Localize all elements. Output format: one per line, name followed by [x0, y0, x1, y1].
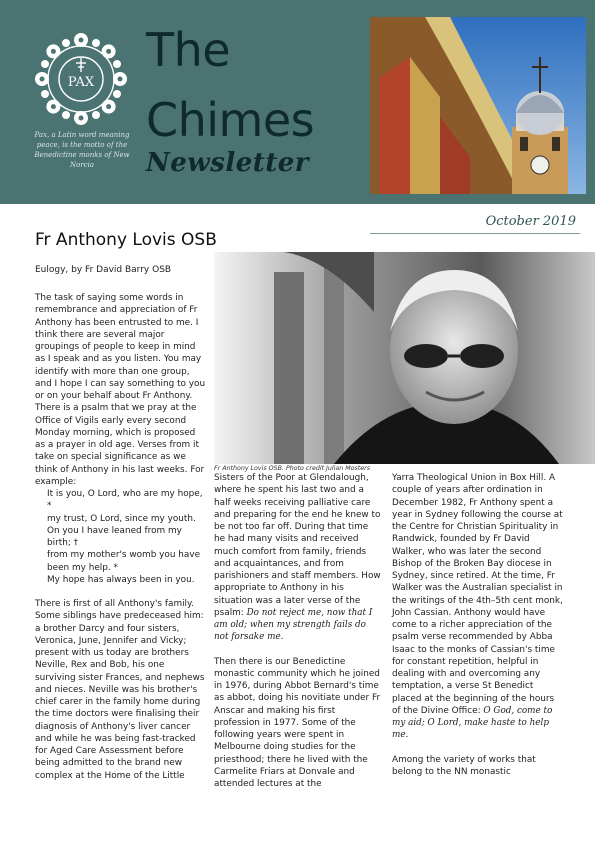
- psalm-quote-inline: Do not reject me, now that I am old; when my strength fails do not forsake me.: [214, 607, 373, 643]
- paragraph-text: Sisters of the Poor at Glendalough, where he spent his last two and a half weeks receiving palliative care and preparing for the end he knew to be not too far off. During that time he had many visits and received much comfort from family, friends and acquaintances, and from parishioners and staff members. How appropriate to Anthony in his situation was a later verse of the psalm:: [214, 473, 381, 618]
- prayer-quote-inline: O God, come to my aid; O Lord, make haste to help me.: [392, 705, 553, 741]
- psalm-line: It is you, O Lord, who are my hope, *: [47, 489, 203, 512]
- masthead-title-newsletter: Newsletter: [146, 148, 310, 178]
- portrait-photo: [214, 252, 595, 464]
- paragraph: Then there is our Benedictine monastic community which he joined in 1976, during Abbot Bernard's time as abbot, doing his novitiate under Fr Anscar and making his first profession in 1977. Some of the following years were spent in Melbourne doing studies for the priesthood; there he lived with the Carmelite Friars at Donvale and attended lectures at the: [214, 656, 381, 789]
- article-column-3: [392, 472, 564, 790]
- pax-wreath-logo: [30, 28, 132, 130]
- paragraph: Among the variety of works that belong to the NN monastic: [392, 754, 536, 777]
- article-column-1: [35, 292, 207, 794]
- article-column-2: [214, 472, 382, 802]
- paragraph: [392, 472, 564, 742]
- church-tower-photo: [370, 17, 586, 194]
- paragraph: The task of saying some words in remembrance and appreciation of Fr Anthony has been entrusted to me. I think there are several major groupings of people to keep in mind as I speak and as you listen. You may identify with more than one group, and I hope I can say something to you or on your behalf about Fr Anthony. There is a psalm that we pray at the Office of Vigils early every second Monday morning, which is proposed as a prayer in old age. Verses from it take on special significance as we think of Anthony in his last weeks. For example:: [35, 293, 206, 487]
- psalm-line: my trust, O Lord, since my youth.: [47, 513, 196, 524]
- issue-date: October 2019: [485, 214, 576, 229]
- tagline: Pax, a Latin word meaning peace, is the motto of the Benedictine monks of New Norcia: [34, 131, 130, 169]
- psalm-line: My hope has always been in you.: [47, 574, 195, 585]
- svg-text:PAX: PAX: [67, 75, 95, 90]
- masthead-title-chimes: Chimes: [146, 93, 315, 147]
- masthead-title-the: The: [146, 23, 231, 77]
- psalm-quote: [35, 488, 207, 586]
- photo-caption: Fr Anthony Lovis OSB. Photo credit Julian Mosters: [214, 465, 371, 472]
- article-byline: Eulogy, by Fr David Barry OSB: [35, 265, 172, 275]
- masthead: [0, 0, 595, 204]
- issue-divider: [370, 233, 580, 234]
- paragraph: There is first of all Anthony's family. Some siblings have predeceased him: a brother Darcy and four sisters, Veronica, June, Jennifer and Vicky; present with us today are brothers Neville, Rex and Bob, his one surviving sister Frances, and nephews and nieces. Neville was his brother's chief carer in the family home during the time doctors were finalising their diagnosis of Anthony's liver cancer and while he was being fast-tracked for Aged Care Assessment before being admitted to the brand new complex at the Home of the Little: [35, 599, 205, 781]
- paragraph: [214, 472, 382, 644]
- article-headline: Fr Anthony Lovis OSB: [35, 230, 217, 250]
- psalm-line: from my mother's womb you have been my help. *: [47, 550, 201, 573]
- paragraph-text: Yarra Theological Union in Box Hill. A couple of years after ordination in December 1982, Fr Anthony spent a year in Sydney following the course at the Centre for Christian Spirituality in Randwick, founded by Fr David Walker, who was later the second Bishop of the Broken Bay diocese in Sydney, since retired. At the time, Fr Walker was the Australian specialist in the writings of the 4th–5th cent monk, John Cassian. Anthony would have come to a richer appreciation of the psalm verse recommended by Abba Isaac to the monks of Cassian's time for constant repetition, helpful in dealing with and overcoming any temptation, a verse St Benedict placed at the beginning of the hours of the Divine Office:: [392, 473, 563, 716]
- psalm-line: On you I have leaned from my birth; †: [47, 525, 182, 548]
